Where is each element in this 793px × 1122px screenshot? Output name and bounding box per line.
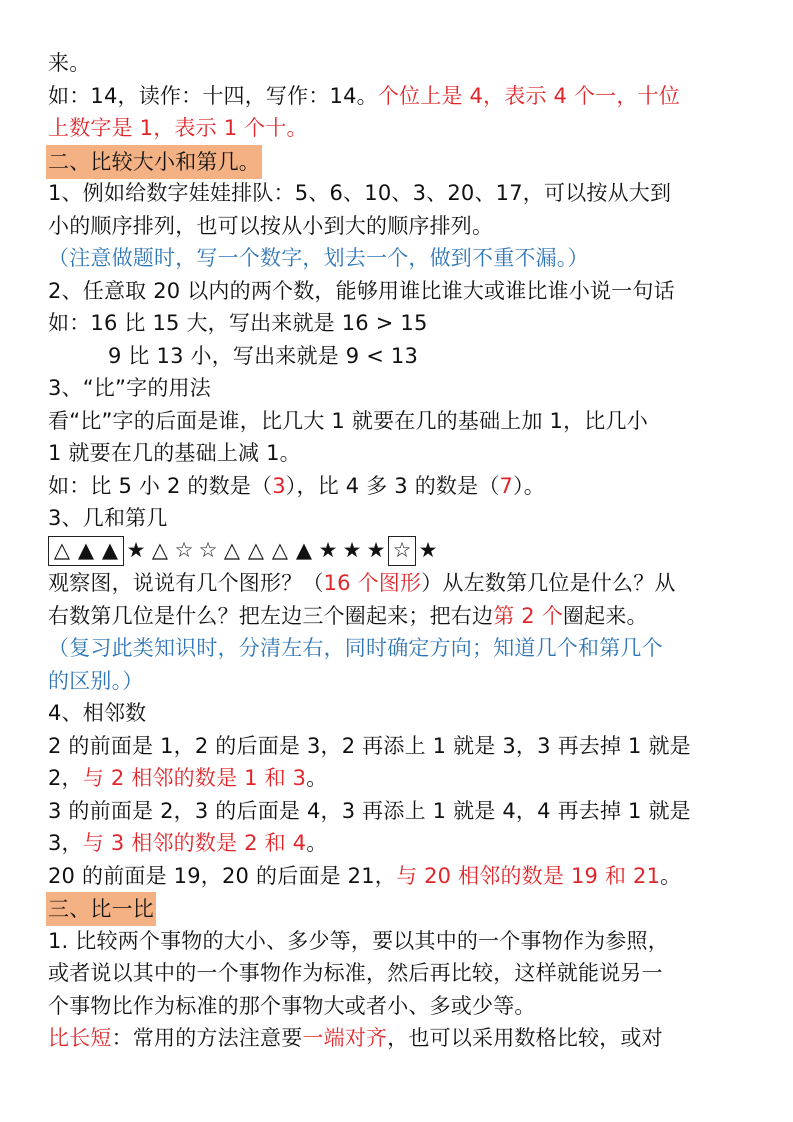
star-filled-icon: ★	[366, 538, 386, 563]
highlight-answer: 比长短	[48, 1026, 112, 1050]
text-line	[48, 795, 748, 828]
triangle-outline-icon: △	[151, 538, 169, 563]
triangle-outline-icon: △	[223, 538, 241, 563]
text-line	[48, 827, 748, 860]
text-line	[48, 990, 748, 1023]
text-segment: 如：16 比 15 大，写出来就是 16 > 15	[48, 311, 428, 335]
triangle-filled-icon: ▲	[101, 538, 119, 563]
text-segment: 2、任意取 20 以内的两个数，能够用谁比谁大或谁比谁小说一句话	[48, 278, 675, 303]
text-segment: 。	[660, 863, 682, 888]
text-line	[48, 697, 748, 730]
star-filled-icon: ★	[126, 538, 146, 563]
highlight-answer: 与 3 相邻的数是 2 和 4	[82, 831, 307, 855]
star-outline-icon: ☆	[392, 538, 412, 563]
text-segment: 。	[306, 766, 328, 790]
text-segment: 如：14，读作：十四，写作：14。	[48, 83, 378, 108]
text-segment: 3 的前面是 2，3 的后面是 4，3 再添上 1 就是 4，4 再去掉 1 就是	[48, 798, 691, 823]
text-line	[48, 372, 748, 405]
star-outline-icon: ☆	[174, 538, 194, 563]
star-filled-icon: ★	[318, 538, 338, 563]
text-segment: 3、“比”字的用法	[48, 376, 211, 400]
triangle-outline-icon: △	[271, 538, 289, 563]
text-block-lower	[48, 567, 748, 1055]
text-line	[48, 600, 748, 633]
text-segment: 2 的前面是 1，2 的后面是 3，2 再添上 1 就是 3，3 再去掉 1 就是	[48, 733, 691, 758]
text-segment: 4、相邻数	[48, 701, 147, 725]
text-segment: 观察图，说说有几个图形？（	[48, 571, 324, 595]
highlight-answer: 一端对齐	[302, 1026, 388, 1050]
text-line	[48, 1022, 748, 1055]
section-heading-text: 三、比一比	[46, 892, 156, 926]
triangle-filled-icon: ▲	[77, 538, 95, 563]
tip-note: （注意做题时，写一个数字，划去一个，做到不重不漏。）	[48, 246, 589, 270]
text-line	[48, 307, 748, 340]
text-line	[48, 925, 748, 958]
text-line	[48, 47, 748, 80]
text-line	[48, 502, 748, 535]
text-segment: 或者说以其中的一个事物作为标准，然后再比较，这样就能说另一	[48, 961, 663, 985]
circled-group-right	[388, 536, 416, 566]
text-segment: 。	[306, 831, 328, 855]
tip-note: 的区别。）	[48, 668, 144, 693]
text-segment: 如：比 5 小 2 的数是（	[48, 473, 273, 498]
text-line	[48, 567, 748, 600]
highlight-answer: 3	[272, 473, 286, 498]
text-segment: 20 的前面是 19，20 的后面是 21，	[48, 863, 396, 888]
tip-note: （复习此类知识时，分清左右，同时确定方向；知道几个和第几个	[48, 636, 663, 660]
section-heading	[48, 892, 748, 925]
text-segment: 9 比 13 小，写出来就是 9 < 13	[108, 343, 419, 368]
circled-group-left	[48, 536, 124, 566]
text-segment: ：常用的方法注意要	[111, 1026, 303, 1050]
text-line	[48, 405, 748, 438]
text-segment: 3、几和第几	[48, 506, 168, 530]
text-segment: ）。	[513, 473, 545, 498]
text-line	[48, 632, 748, 665]
star-filled-icon: ★	[418, 538, 438, 563]
text-line	[48, 340, 748, 373]
text-segment: 小的顺序排列，也可以按从小到大的顺序排列。	[48, 213, 494, 238]
text-segment: 1. 比较两个事物的大小、多少等，要以其中的一个事物作为参照，	[48, 928, 669, 953]
text-line	[48, 730, 748, 763]
highlight-answer: 与 20 相邻的数是 19 和 21	[396, 863, 661, 888]
text-segment: ），比 4 多 3 的数是（	[285, 473, 500, 498]
text-line	[48, 80, 748, 113]
text-line	[48, 665, 748, 698]
star-filled-icon: ★	[342, 538, 362, 563]
text-line	[48, 470, 748, 503]
text-line	[48, 437, 748, 470]
text-segment: ，也可以采用数格比较，或对	[387, 1026, 663, 1050]
text-segment: ）从左数第几位是什么？从	[421, 571, 676, 595]
text-block-upper	[48, 47, 748, 535]
text-line	[48, 275, 748, 308]
text-line	[48, 177, 748, 210]
triangle-filled-icon: ▲	[295, 538, 313, 563]
text-segment: 右数第几位是什么？把左边三个圈起来；把右边	[48, 603, 494, 628]
text-line	[48, 210, 748, 243]
highlight-answer: 个位上是 4，表示 4 个一，十位	[377, 83, 680, 108]
triangle-outline-icon: △	[53, 538, 71, 563]
highlight-answer: 上数字是 1，表示 1 个十。	[48, 116, 308, 140]
triangle-outline-icon: △	[247, 538, 265, 563]
section-heading-text: 二、比较大小和第几。	[46, 145, 262, 179]
text-line	[48, 242, 748, 275]
text-segment: 看“比”字的后面是谁，比几大 1 就要在几的基础上加 1，比几小	[48, 408, 648, 433]
star-outline-icon: ☆	[198, 538, 218, 563]
highlight-answer: 7	[499, 473, 514, 498]
text-line	[48, 957, 748, 990]
text-line	[48, 762, 748, 795]
text-segment: 圈起来。	[562, 603, 648, 628]
document-page	[48, 47, 748, 1055]
text-segment: 2，	[48, 766, 83, 790]
highlight-answer: 第 2 个	[493, 603, 563, 628]
text-segment: 1 就要在几的基础上减 1。	[48, 441, 301, 465]
text-segment: 1、例如给数字娃娃排队：5、6、10、3、20、17，可以按从大到	[48, 181, 672, 205]
text-segment: 3，	[48, 831, 83, 855]
text-segment: 个事物比作为标准的那个事物大或者小、多或少等。	[48, 993, 536, 1018]
text-line	[48, 860, 748, 893]
highlight-answer: 16 个图形	[323, 571, 422, 595]
shape-row	[48, 535, 748, 568]
text-line	[48, 112, 748, 145]
highlight-answer: 与 2 相邻的数是 1 和 3	[82, 766, 307, 790]
text-segment: 来。	[48, 51, 91, 75]
section-heading	[48, 145, 748, 178]
